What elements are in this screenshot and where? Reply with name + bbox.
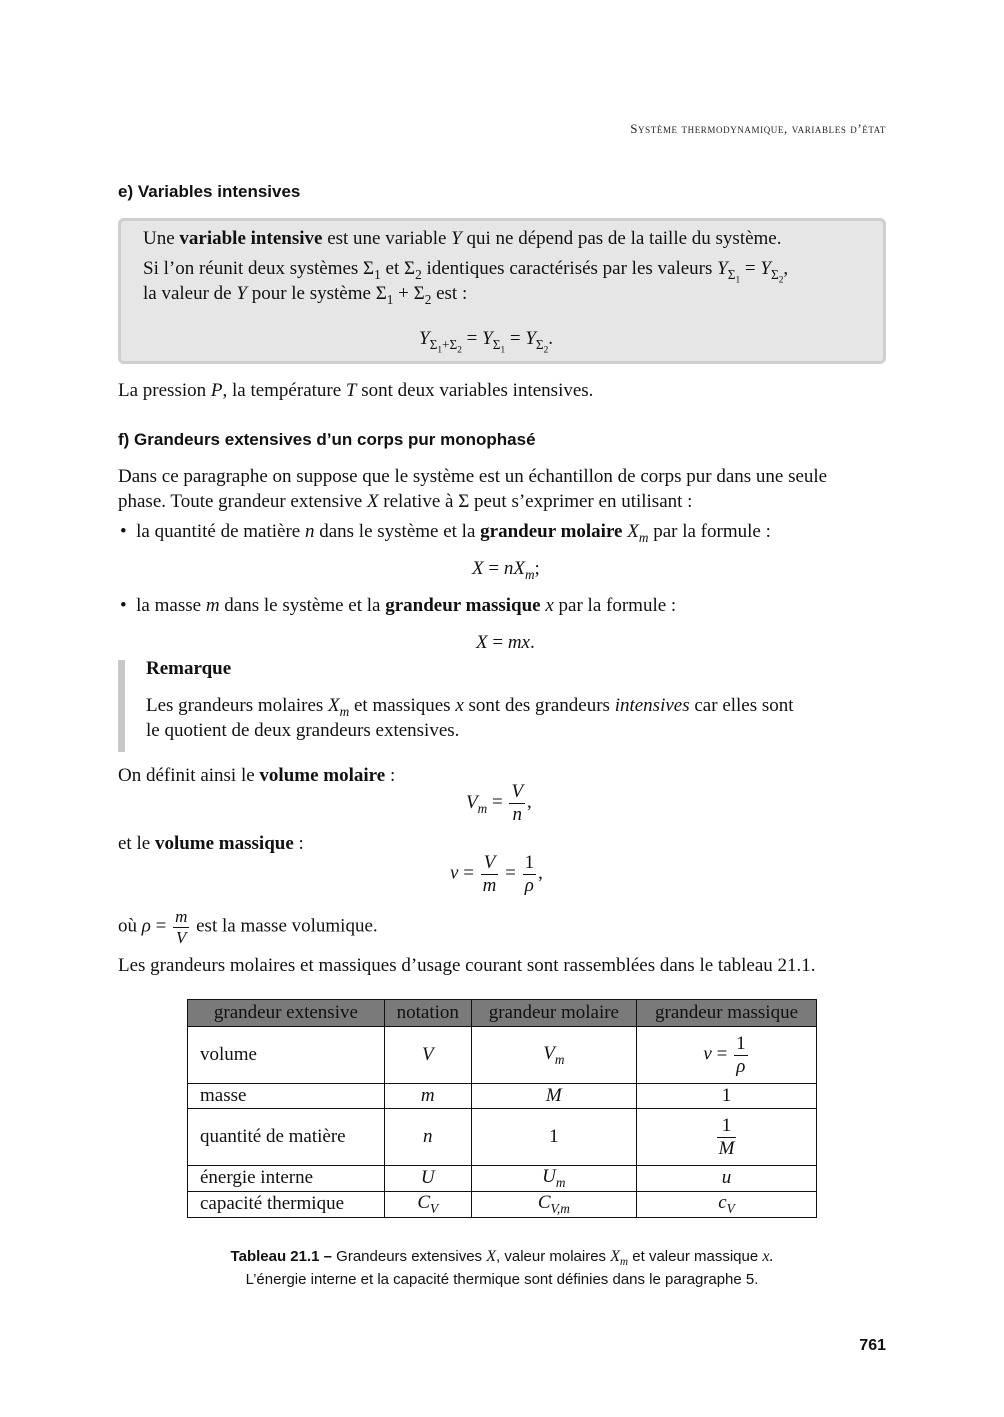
bullet-massic: • la masse m dans le système et la grandeur massique x par la formule :: [120, 595, 677, 616]
page-number: 761: [859, 1337, 886, 1354]
table-intro: Les grandeurs molaires et massiques d’usage courant sont rassemblées dans le tableau 21.1.: [118, 955, 816, 976]
remark-line-2: le quotient de deux grandeurs extensives.: [146, 720, 460, 741]
section-e-title: e) Variables intensives: [118, 182, 301, 201]
rho-definition: où ρ = $\frac{m}{V}$ est la masse volumique.: [118, 907, 378, 947]
table-caption-line-2: L’énergie interne et la capacité thermique sont définies dans le paragraphe 5.: [245, 1271, 759, 1288]
table-caption-line-1: Tableau 21.1 – Grandeurs extensives X, valeur molaires $X_m$ et valeur massique x.: [230, 1248, 774, 1269]
running-head: Système thermodynamique, variables d’état: [630, 121, 886, 136]
table-header-row: [188, 1000, 817, 1027]
table-header: grandeur extensive: [188, 1000, 385, 1027]
section-f-title: f) Grandeurs extensives d’un corps pur monophasé: [118, 430, 536, 449]
equation-massic: X = mx.: [476, 632, 535, 653]
equation-molar: $X = nX_m$;: [472, 558, 540, 582]
paragraph-f-line-1: Dans ce paragraphe on suppose que le système est un échantillon de corps pur dans une seule: [118, 466, 828, 487]
remark-title: Remarque: [146, 658, 232, 679]
molar-volume-intro: On définit ainsi le volume molaire :: [118, 765, 396, 786]
quantities-table: [187, 999, 817, 1218]
remark-bar: [118, 660, 125, 752]
equation-molar-volume: $V_m$ = $\frac{V}{n}$ ,: [466, 781, 532, 825]
definition-line-1: Une variable intensive est une variable Y qui ne dépend pas de la taille du système.: [143, 228, 782, 249]
table-row: énergie interne U $U_m$ u: [188, 1166, 817, 1192]
intensive-equation: $Y_{\Sigma_1+\Sigma_2} = Y_{\Sigma_1} = Y_{\Sigma_2}$.: [419, 328, 554, 356]
table-header: grandeur massique: [637, 1000, 817, 1027]
definition-line-2: Si l’on réunit deux systèmes $\Sigma_1$ et $\Sigma_2$ identiques caractérisés par les valeurs $Y_{\Sigma_1} = Y_{\Sigma_2}$,: [143, 258, 789, 286]
bullet-icon: •: [120, 595, 132, 616]
pressure-paragraph: La pression P, la température T sont deux variables intensives.: [118, 380, 594, 401]
remark-line-1: Les grandeurs molaires $X_m$ et massiques x sont des grandeurs intensives car elles sont: [146, 695, 794, 719]
table-row: volume V $V_m$ v = $\frac{1}{\rho}$: [188, 1027, 817, 1084]
mass-volume-intro: et le volume massique :: [118, 833, 304, 854]
paragraph-f-line-2: phase. Toute grandeur extensive X relative à Σ peut s’exprimer en utilisant :: [118, 491, 693, 512]
table-row: capacité thermique $C_V$ $C_{V,m}$ $c_V$: [188, 1191, 817, 1217]
table-header: notation: [384, 1000, 471, 1027]
table-header: grandeur molaire: [471, 1000, 636, 1027]
table-row: masse m M 1: [188, 1084, 817, 1109]
equation-mass-volume: v = $\frac{V}{m}$ = $\frac{1}{\rho}$ ,: [450, 852, 543, 896]
table-row: quantité de matière n 1 $\frac{1}{M}$: [188, 1109, 817, 1166]
bullet-icon: •: [120, 521, 132, 542]
bullet-molar: • la quantité de matière n dans le système et la grandeur molaire $X_m$ par la formule :: [120, 521, 771, 545]
definition-line-3: la valeur de Y pour le système $\Sigma_1 + \Sigma_2$ est :: [143, 283, 468, 307]
